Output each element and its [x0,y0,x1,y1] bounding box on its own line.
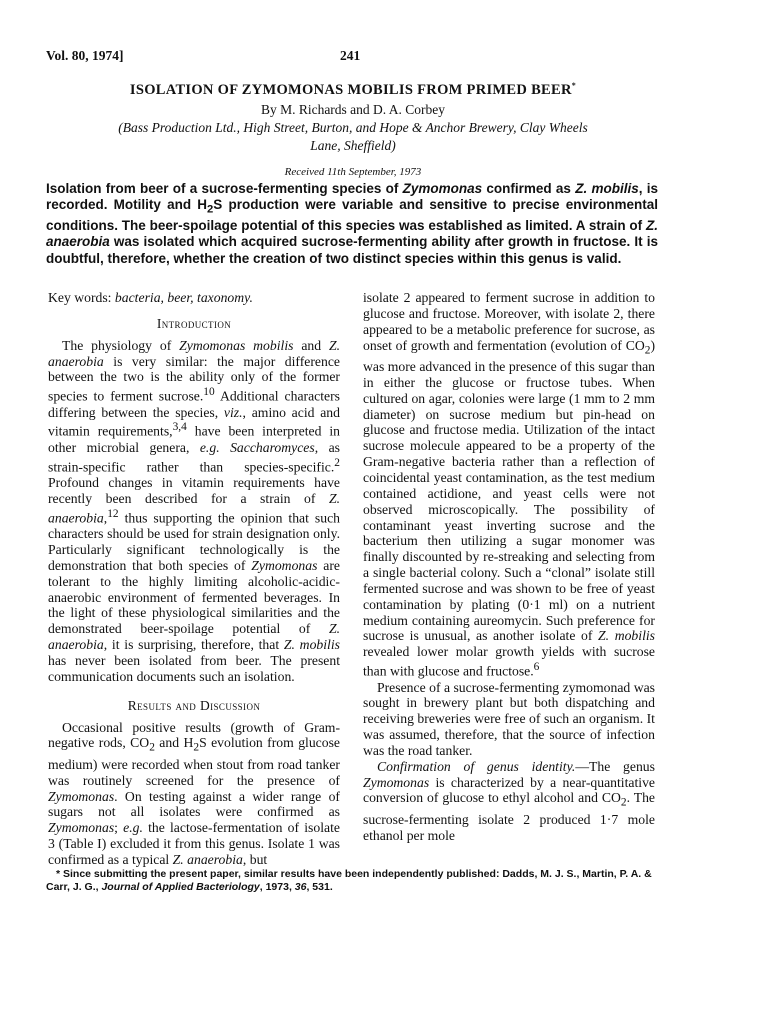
author-affiliation: (Bass Production Ltd., High Street, Burton, and Hope & Anchor Brewery, Clay Wheels Lane, Sheffield) [118,119,588,153]
abstract: Isolation from beer of a sucrose-fermenting species of Zymomonas confirmed as Z. mobilis, is recorded. Motility and $H_2S$ production were variable and sensitive to precise environmental conditions. The beer-spoilage potential of this species was established as limited. A strain of Z. anaerobia was isolated which acquired sucrose-fermenting ability after growth in fructose. It is doubtful, therefore, whether the creation of two distinct species within this genus is valid. [46,181,658,266]
introduction-heading: Introduction [156,315,232,331]
brewery-plant-paragraph: Presence of a sucrose-fermenting zymomonad was sought in brewery plant but both dispatching and receiving breweries were free of such an organism. It was assumed, therefore, that the source of infection was the road tanker. [363,679,655,758]
results-paragraph: Occasional positive results (growth of Gram-negative rods, $CO_2$ and $H_2S$ evolution from glucose medium) were recorded when stout from road tanker was routinely screened for the presence of Zymomonas. On testing against a wider range of sugars not all isolates were confirmed as Zymomonas; e.g. the lactose-fermentation of isolate 3 (Table I) excluded it from this genus. Isolate 1 was confirmed as a typical Z. anaerobia, but [48,719,341,867]
genus-identity-paragraph: Confirmation of genus identity.—The genus Zymomonas is characterized by a near-quantitative conversion of glucose to ethyl alcohol and $CO_2$. The sucrose-fermenting isolate 2 produced 1·7 mole ethanol per mole [363,758,655,843]
right-column [363,290,655,844]
keywords: Key words: bacteria, beer, taxonomy. [48,290,253,305]
volume-label: Vol. 80, 1974] [46,48,124,63]
results-heading: Results and Discussion [127,697,261,713]
introduction-paragraph: The physiology of Zymomonas mobilis and Z. anaerobia is very similar: the major difference between the two is the ability only of the former species to ferment sucrose.$^{10}$ Additional characters differing between the species, viz., amino acid and vitamin requirements,$^{3,4}$ have been interpreted in other microbial genera, e.g. Saccharomyces, as strain-specific rather than species-specific.$^2$ Profound changes in vitamin requirements have recently been described for a strain of Z. anaerobia,$^{12}$ thus supporting the opinion that such characters should be used for strain designation only. Particularly significant technologically is the demonstration that both species of Zymomonas are tolerant to the highly limiting alcoholic-acidic-anaerobic environment of fermented beverages. In the light of these physiological similarities and the demonstrated beer-spoilage potential of Z. anaerobia, it is surprising, therefore, that Z. mobilis has never been isolated from beer. The present communication documents such an isolation. [48,337,341,684]
footnote: * Since submitting the present paper, similar results have been independently published: Dadds, M. J. S., Martin, P. A. & Carr, J. G., Journal of Applied Bacteriology, 1973, 36, 531. [46,868,652,893]
article-authors: By M. Richards and D. A. Corbey [260,101,446,117]
title-block [46,76,660,182]
received-date: Received 11th September, 1973 [284,165,422,178]
left-column [48,290,340,868]
article-title: ISOLATION OF ZYMOMONAS MOBILIS FROM PRIMED BEER* [129,81,577,98]
page-number: 241 [340,48,361,63]
continued-paragraph: isolate 2 appeared to ferment sucrose in addition to glucose and fructose. Moreover, with isolate 2, there appeared to be a metabolic preference for sucrose, as onset of growth and fermentation (evolution of $CO_2$) was more advanced in the presence of this sugar than in either the glucose or fructose tubes. When cultured on agar, colonies were large (1 mm to 2 mm diameter) on sucrose medium but pin-head on glucose and fructose media. Utilization of the intact sucrose molecule appeared to be a property of the Gram-negative bacteria rather than a reflection of coincidental yeast contamination, as the test medium contained actidione, and yeast cells were not observed microscopically. The possibility of contaminant yeast inverting sucrose and the bacterium then utilizing a sugar monomer was finally discounted by re-streaking and selecting from a single bacterial colony. Such a “clonal” isolate still fermented sucrose and was shown to be free of yeast contamination by plating (0·1 ml) on a nutrient medium containing aureomycin. Such preference for sucrose is unusual, as another isolate of Z. mobilis revealed lower molar growth yields with sucrose than with glucose and fructose.$^6$ [363,290,655,679]
